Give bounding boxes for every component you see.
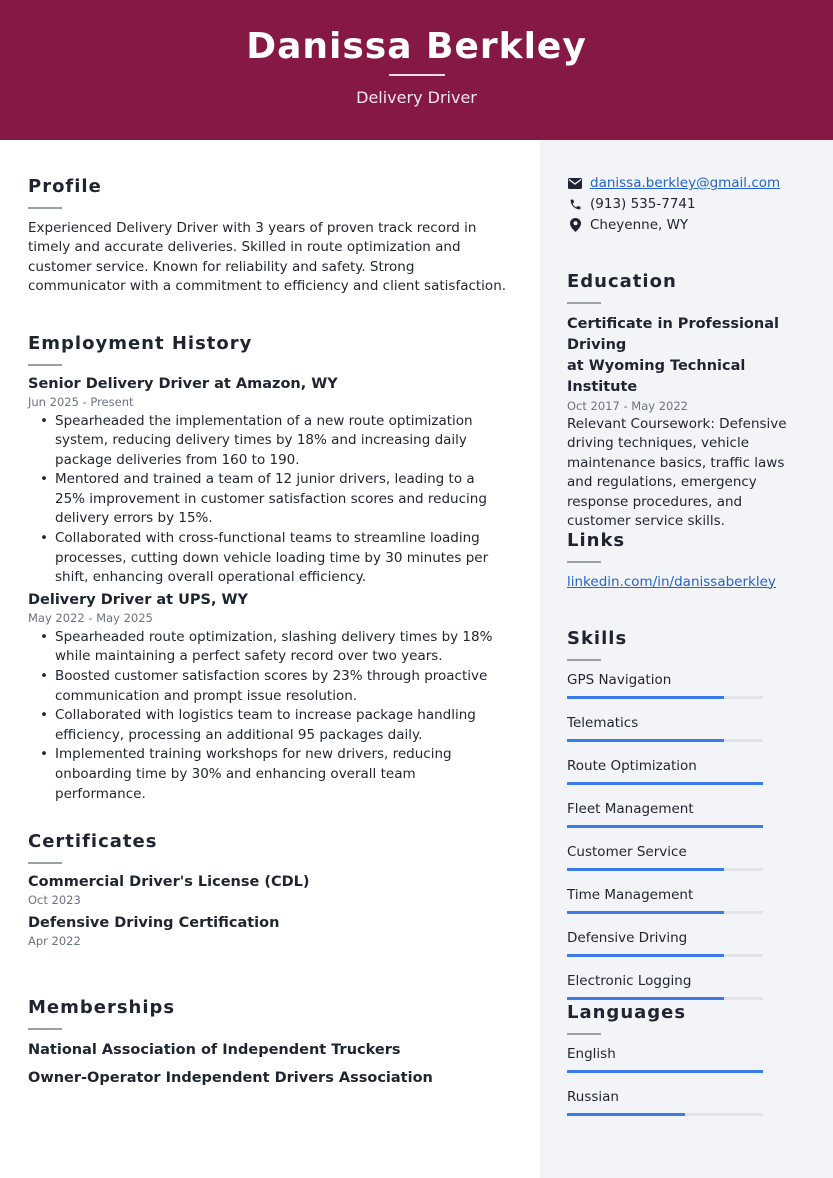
section-title: Links bbox=[567, 530, 626, 551]
section-title: Profile bbox=[28, 176, 102, 197]
location-text: Cheyenne, WY bbox=[590, 217, 689, 233]
skill-item bbox=[567, 757, 807, 785]
section-divider bbox=[567, 561, 601, 563]
job-title: Senior Delivery Driver at Amazon, WY bbox=[28, 375, 338, 392]
list-item: • Collaborated with cross-functional teams to streamline loading processes, cutting down vehicle loading time by 30 minutes per shift, enhancing overall operational efficiency. bbox=[28, 529, 508, 588]
candidate-job-title: Delivery Driver bbox=[356, 88, 477, 107]
skill-name: GPS Navigation bbox=[567, 671, 672, 688]
contact-phone-row bbox=[567, 194, 807, 214]
section-divider bbox=[28, 1028, 62, 1030]
certificate-date: Oct 2023 bbox=[28, 892, 81, 907]
section-title: Education bbox=[567, 271, 677, 292]
skill-item bbox=[567, 886, 807, 914]
list-item: • Collaborated with logistics team to increase package handling efficiency, processing an additional 95 packages daily. bbox=[28, 706, 508, 745]
level-bar-track bbox=[567, 997, 763, 1000]
level-bar-track bbox=[567, 696, 763, 699]
map-pin-icon bbox=[567, 218, 583, 232]
level-bar-fill bbox=[567, 997, 724, 1000]
skill-name: Electronic Logging bbox=[567, 972, 692, 989]
level-bar-fill bbox=[567, 954, 724, 957]
level-bar-track bbox=[567, 782, 763, 785]
level-bar-fill bbox=[567, 739, 724, 742]
membership-item: National Association of Independent Truckers bbox=[28, 1041, 401, 1058]
resume-header bbox=[0, 0, 833, 140]
section-divider bbox=[567, 302, 601, 304]
level-bar-fill bbox=[567, 825, 763, 828]
skill-name: Customer Service bbox=[567, 843, 687, 860]
education-section bbox=[567, 271, 807, 532]
list-item: • Mentored and trained a team of 12 junior drivers, leading to a 25% improvement in customer satisfaction scores and reducing delivery errors by 15%. bbox=[28, 470, 508, 529]
skill-name: Fleet Management bbox=[567, 800, 694, 817]
contact-email-row bbox=[567, 173, 807, 193]
skill-name: Route Optimization bbox=[567, 757, 697, 774]
certificate-entry bbox=[28, 874, 508, 907]
level-bar-fill bbox=[567, 1113, 685, 1116]
level-bar-track bbox=[567, 1070, 763, 1073]
section-title: Memberships bbox=[28, 997, 176, 1018]
email-link[interactable]: danissa.berkley@gmail.com bbox=[590, 175, 781, 191]
education-description: Relevant Coursework: Defensive driving techniques, vehicle maintenance basics, traffic laws and regulations, emergency response procedures, and customer service skills. bbox=[567, 415, 787, 530]
list-item: • Spearheaded the implementation of a new route optimization system, reducing delivery times by 18% and increasing daily package deliveries from 160 to 190. bbox=[28, 412, 508, 471]
list-item: • Boosted customer satisfaction scores by 23% through proactive communication and prompt issue resolution. bbox=[28, 667, 508, 706]
skill-item bbox=[567, 800, 807, 828]
section-title: Languages bbox=[567, 1002, 687, 1023]
job-bullets bbox=[28, 628, 508, 804]
level-bar-track bbox=[567, 739, 763, 742]
membership-item: Owner-Operator Independent Drivers Association bbox=[28, 1069, 433, 1086]
level-bar-track bbox=[567, 825, 763, 828]
contact-section bbox=[567, 173, 807, 236]
education-dates: Oct 2017 - May 2022 bbox=[567, 398, 688, 413]
section-divider bbox=[567, 1033, 601, 1035]
job-title: Delivery Driver at UPS, WY bbox=[28, 591, 249, 608]
profile-section bbox=[28, 176, 508, 297]
section-divider bbox=[28, 207, 62, 209]
list-item: • Implemented training workshops for new drivers, reducing onboarding time by 30% and enhancing overall team performance. bbox=[28, 745, 508, 804]
profile-text: Experienced Delivery Driver with 3 years of proven track record in timely and accurate deliveries. Skilled in route optimization and customer service. Known for reliability and safety. Strong communicator with a commitment to efficiency and client satisfaction. bbox=[28, 219, 507, 295]
memberships-section bbox=[28, 997, 508, 1088]
level-bar-fill bbox=[567, 1070, 763, 1073]
skills-section bbox=[567, 628, 807, 1015]
level-bar-fill bbox=[567, 696, 724, 699]
skill-name: Time Management bbox=[567, 886, 694, 903]
contact-location-row bbox=[567, 215, 807, 235]
certificate-name: Commercial Driver's License (CDL) bbox=[28, 873, 310, 890]
certificate-name: Defensive Driving Certification bbox=[28, 914, 280, 931]
level-bar-track bbox=[567, 954, 763, 957]
section-divider bbox=[567, 659, 601, 661]
job-entry bbox=[28, 376, 508, 588]
skill-item bbox=[567, 671, 807, 699]
skill-item bbox=[567, 714, 807, 742]
phone-icon bbox=[567, 197, 583, 211]
language-name: English bbox=[567, 1045, 616, 1062]
list-item: • Spearheaded route optimization, slashing delivery times by 18% while maintaining a perfect safety record over two years. bbox=[28, 628, 508, 667]
skill-name: Defensive Driving bbox=[567, 929, 688, 946]
header-divider bbox=[389, 74, 445, 76]
languages-list bbox=[567, 1045, 807, 1116]
linkedin-link[interactable]: linkedin.com/in/danissaberkley bbox=[567, 573, 776, 590]
section-divider bbox=[28, 862, 62, 864]
skill-item bbox=[567, 929, 807, 957]
phone-number: (913) 535-7741 bbox=[590, 196, 696, 212]
section-title: Employment History bbox=[28, 333, 253, 354]
degree-line-2: at Wyoming Technical Institute bbox=[567, 357, 746, 395]
candidate-name: Danissa Berkley bbox=[246, 26, 587, 67]
section-divider bbox=[28, 364, 62, 366]
job-bullets bbox=[28, 412, 508, 588]
certificate-date: Apr 2022 bbox=[28, 933, 81, 948]
employment-section bbox=[28, 333, 508, 804]
links-section bbox=[567, 530, 807, 592]
skills-list bbox=[567, 671, 807, 1000]
level-bar-track bbox=[567, 911, 763, 914]
level-bar-fill bbox=[567, 911, 724, 914]
certificate-entry bbox=[28, 915, 508, 948]
level-bar-track bbox=[567, 868, 763, 871]
job-dates: May 2022 - May 2025 bbox=[28, 610, 153, 625]
skill-item bbox=[567, 843, 807, 871]
level-bar-fill bbox=[567, 782, 763, 785]
skill-name: Telematics bbox=[567, 714, 639, 731]
language-item bbox=[567, 1045, 807, 1073]
certificates-section bbox=[28, 831, 508, 948]
skill-item bbox=[567, 972, 807, 1000]
degree-line-1: Certificate in Professional Driving bbox=[567, 315, 779, 353]
level-bar-track bbox=[567, 1113, 763, 1116]
job-dates: Jun 2025 - Present bbox=[28, 394, 134, 409]
job-entry bbox=[28, 592, 508, 804]
level-bar-fill bbox=[567, 868, 724, 871]
language-name: Russian bbox=[567, 1088, 619, 1105]
envelope-icon bbox=[567, 176, 583, 190]
section-title: Skills bbox=[567, 628, 628, 649]
language-item bbox=[567, 1088, 807, 1116]
languages-section bbox=[567, 1002, 807, 1131]
section-title: Certificates bbox=[28, 831, 158, 852]
